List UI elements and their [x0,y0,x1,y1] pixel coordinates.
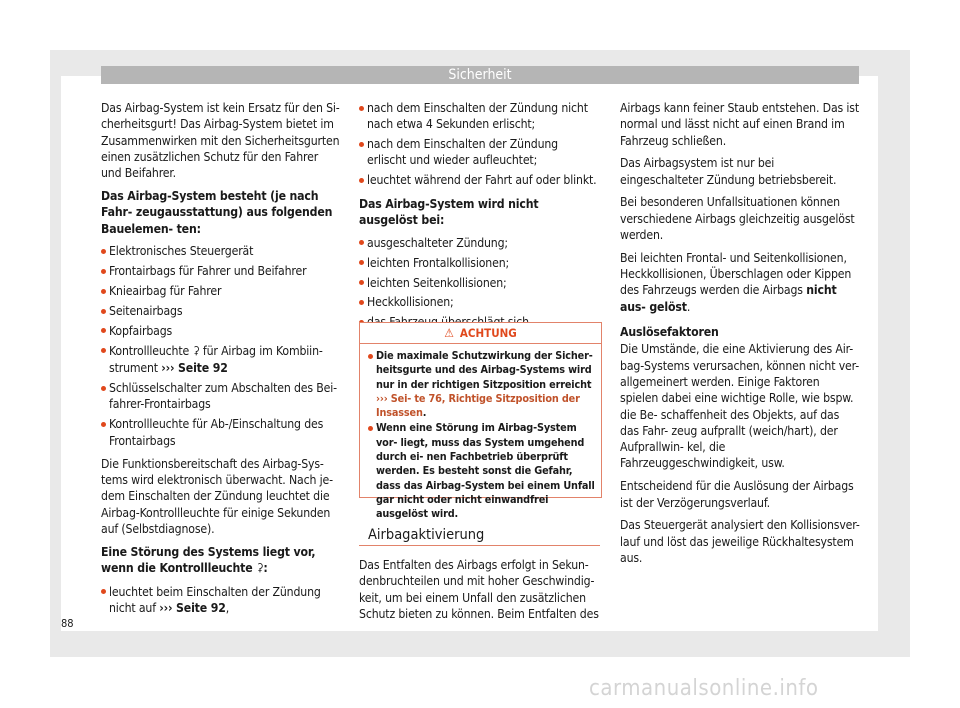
section-paragraph: Das Entfalten des Airbags erfolgt in Sekun- denbruchteilen und mit hoher Geschwindig- keit, um bei einem Unfall den zusätzlichen Schutz bieten zu können. Beim Entfalten des [359,558,599,621]
list-item: Schlüsselschalter zum Abschalten des Bei- fahrer-Frontairbags [101,380,341,413]
warning-text: Die maximale Schutzwirkung der Sicher- heitsgurte und des Airbag-Systems wird nur in der richtigen Sitzposition erreicht [376,349,593,391]
airbag-warning-icon: ⚳ [256,561,264,575]
list-item: Frontairbags für Fahrer und Beifahrer [101,263,341,279]
column-2 [359,100,599,334]
heading-text: : [263,561,268,576]
paragraph: Airbags kann feiner Staub entstehen. Das ist normal und lässt nicht auf einen Brand im Fahrzeug schließen. [620,101,860,148]
column-3 [620,100,860,573]
heading-text: Eine Störung des Systems liegt vor, wenn die Kontrollleuchte [101,544,316,576]
list-item: Seitenairbags [101,303,341,319]
warning-item: Wenn eine Störung im Airbag-System vor- liegt, muss das System umgehend durch ei- nen Fachbetrieb überprüft werden. Es besteht sonst die Gefahr, dass das Airbag-System bei einem Unfall gar nicht oder nicht einwandfrei ausgelöst wird. [368,421,596,521]
paragraph [620,250,860,315]
page-link[interactable]: ››› Seite 92 [159,601,226,616]
paragraph: Bei besonderen Unfallsituationen können verschiedene Airbags gleichzeitig ausgelöst werden. [620,195,855,243]
paragraph: Das Steuergerät analysiert den Kollisionsver- lauf und löst das jeweilige Rückhaltesystem aus. [620,518,860,565]
warning-item [368,349,596,420]
paragraph: Das Airbagsystem ist nur bei eingeschalteter Zündung betriebsbereit. [620,156,837,187]
list-item: ausgeschalteter Zündung; [359,235,599,251]
components-heading: Das Airbag-System besteht (je nach Fahr- zeugausstattung) aus folgenden Bauelemen- ten: [101,188,333,236]
list-item: Heckkollisionen; [359,294,599,310]
list-item [101,343,341,377]
page-link[interactable]: ››› Seite 92 [161,361,228,376]
warning-body [368,349,596,523]
not-triggered-heading: Das Airbag-System wird nicht ausgelöst bei: [359,196,539,227]
list-item: Knieairbag für Fahrer [101,283,341,299]
page-header: Sicherheit [101,66,859,84]
airbag-warning-icon: ⚳ [192,343,200,357]
list-item: nach dem Einschalten der Zündung erlischt und wieder aufleuchtet; [359,136,599,169]
column-1 [101,100,341,620]
list-item: nach dem Einschalten der Zündung nicht nach etwa 4 Sekunden erlischt; [359,100,599,133]
item-text: Kontrollleuchte [109,343,193,358]
warning-title: ACHTUNG [459,326,517,340]
warning-box [359,322,602,521]
item-text: für Airbag im Kombiin- strument [109,343,323,376]
intro-paragraph: Das Airbag-System ist kein Ersatz für den Si- cherheitsgurt! Das Airbag-System bietet im Zusammenwirken mit den Sicherheitsgurten einen zusätzlichen Schutz für den Fahrer und Beifahrer. [101,101,340,181]
section-title: Airbagaktivierung [359,524,600,546]
self-diagnosis-paragraph: Die Funktionsbereitschaft des Airbag-Sys- tems wird elektronisch überwacht. Nach je- dem Einschalten der Zündung leuchtet die Airbag-Kontrollleuchte für einige Sekunden auf (Selbstdiagnose). [101,456,333,536]
list-item: leichten Seitenkollisionen; [359,275,599,291]
list-item: leuchtet während der Fahrt auf oder blinkt. [359,172,599,188]
warning-text: . [422,406,427,420]
paragraph-text: . [686,299,691,314]
warning-header [360,323,601,344]
item-text: , [225,601,230,616]
trigger-factors-heading: Auslösefaktoren [620,325,719,340]
list-item: Kopfairbags [101,323,341,339]
watermark: carmanualsonline.info [589,676,819,701]
item-text: leuchtet beim Einschalten der Zündung nicht auf [109,584,321,616]
page-link[interactable]: ››› Sei- te 76, Richtige Sitzposition der Insassen [376,391,580,420]
fault-heading [101,544,341,578]
paragraph: Entscheidend für die Auslösung der Airbags ist der Verzögerungsverlauf. [620,479,854,510]
list-item: Elektronisches Steuergerät [101,243,341,259]
list-item: leichten Frontalkollisionen; [359,255,599,271]
list-item [101,584,341,617]
list-item: Kontrollleuchte für Ab-/Einschaltung des Frontairbags [101,416,341,449]
warning-triangle-icon: ⚠ [444,326,454,340]
page-number: 88 [61,617,74,630]
emphasis: nicht aus- gelöst [620,283,837,314]
paragraph-text: Bei leichten Frontal- und Seitenkollisionen, Heckkollisionen, Überschlagen oder Kippen des Fahrzeugs werden die Airbags [620,250,852,298]
paragraph: Die Umstände, die eine Aktivierung des Air- bag-Systems verursachen, können nicht ver- allgemeinert werden. Einige Faktoren spielen dabei eine wichtige Rolle, wie bspw. die Be- schaffenheit des Objekts, auf das das Fahr- zeug aufprallt (weich/hart), der Aufprallwin- kel, die Fahrzeuggeschwindigkeit, usw. [620,342,860,471]
